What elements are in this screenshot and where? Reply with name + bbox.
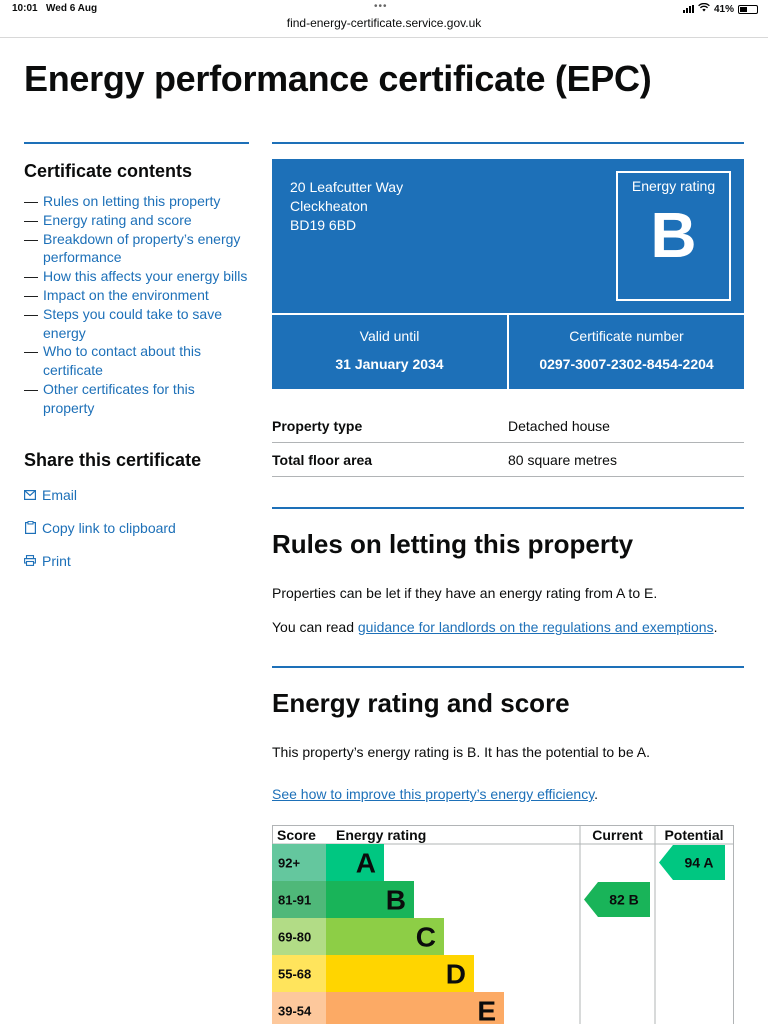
battery-percent: 41%	[713, 3, 734, 15]
current-rating-pointer-label: 82 B	[609, 891, 639, 908]
contents-item	[24, 286, 249, 305]
certificate-summary	[272, 159, 744, 313]
contents-item	[24, 230, 249, 268]
status-right	[683, 3, 758, 15]
score-label: 55-68	[278, 966, 312, 982]
score-label: 92+	[278, 855, 301, 871]
wifi-icon	[698, 3, 710, 15]
certificate-number-cell	[507, 315, 744, 389]
improve-paragraph	[272, 785, 744, 803]
contents-item	[24, 342, 249, 380]
clipboard-icon	[24, 522, 36, 534]
rating-band-letter: B	[385, 884, 406, 916]
current-header: Current	[592, 827, 643, 843]
share-email-label: Email	[42, 486, 78, 503]
contents-list	[24, 192, 249, 418]
rules-guidance-prefix: You can read	[272, 619, 358, 635]
share-print-link[interactable]	[24, 553, 249, 569]
epc-chart-svg	[272, 825, 734, 1024]
contents-link-steps[interactable]: Steps you could take to save energy	[43, 305, 222, 341]
score-header: Score	[277, 827, 316, 843]
dash: —	[24, 230, 38, 247]
contents-item	[24, 380, 249, 418]
improve-link-suffix: .	[594, 786, 599, 802]
share-copy-link[interactable]	[24, 520, 249, 536]
multitasking-dots-icon[interactable]: •••	[374, 1, 388, 12]
energy-rating-letter: B	[650, 199, 697, 271]
contents-link-other[interactable]: Other certificates for this property	[43, 380, 195, 416]
address-line: BD19 6BD	[290, 217, 357, 233]
energy-rating-paragraph: This property’s energy rating is B. It has the potential to be A.	[272, 744, 650, 760]
contents-link-rules[interactable]: Rules on letting this property	[43, 193, 221, 209]
rules-section	[272, 529, 744, 636]
share-print-label: Print	[42, 552, 71, 569]
rules-guidance-suffix: .	[713, 619, 718, 635]
contents-link-environment[interactable]: Impact on the environment	[43, 286, 209, 303]
score-label: 69-80	[278, 929, 312, 945]
energy-rating-header: Energy rating	[336, 827, 427, 843]
contents-item	[24, 305, 249, 343]
contents-item	[24, 192, 249, 211]
valid-until-cell	[272, 315, 507, 389]
rules-paragraph: Properties can be let if they have an energy rating from A to E.	[272, 585, 658, 601]
divider	[272, 142, 744, 144]
status-time: 10:01	[12, 3, 38, 14]
contents-item	[24, 267, 249, 286]
envelope-icon	[24, 489, 36, 501]
dash: —	[24, 193, 38, 209]
rating-band-letter: E	[477, 995, 496, 1024]
property-address	[290, 178, 403, 235]
share-section	[24, 450, 249, 569]
dash: —	[24, 305, 38, 322]
dash: —	[24, 268, 38, 285]
main-content	[272, 142, 744, 1024]
contents-link-rating[interactable]: Energy rating and score	[43, 211, 192, 228]
address-line: 20 Leafcutter Way	[290, 179, 404, 195]
potential-header: Potential	[664, 827, 724, 843]
energy-rating-heading: Energy rating and score	[272, 688, 570, 718]
contents-link-contact[interactable]: Who to contact about this certificate	[43, 343, 201, 379]
share-copy-label: Copy link to clipboard	[42, 519, 176, 536]
energy-rating-label: Energy rating	[631, 178, 716, 194]
improve-efficiency-link[interactable]: See how to improve this property’s energy efficiency	[272, 786, 595, 802]
summary-row	[272, 409, 744, 443]
dash: —	[24, 380, 38, 397]
divider	[272, 507, 744, 509]
dash: —	[24, 343, 38, 360]
score-label: 81-91	[278, 892, 312, 908]
landlord-guidance-link[interactable]: guidance for landlords on the regulations and exemptions	[357, 619, 714, 635]
valid-until-value: 31 January 2034	[335, 356, 444, 372]
cellular-signal-icon	[683, 5, 694, 13]
summary-row	[272, 443, 744, 477]
summary-key: Total floor area	[272, 451, 373, 468]
valid-until-label: Valid until	[359, 328, 420, 344]
status-date: Wed 6 Aug	[46, 3, 98, 14]
certificate-details	[272, 315, 744, 389]
energy-rating-section	[272, 688, 744, 1024]
summary-key: Property type	[272, 417, 363, 434]
share-heading: Share this certificate	[24, 449, 202, 470]
certificate-number-value: 0297-3007-2302-8454-2204	[539, 356, 714, 372]
summary-value: Detached house	[508, 417, 610, 434]
share-email-link[interactable]	[24, 487, 249, 503]
printer-icon	[24, 555, 36, 567]
dash: —	[24, 211, 38, 228]
address-bar[interactable]	[0, 16, 768, 38]
battery-icon	[738, 5, 758, 14]
epc-rating-chart	[272, 825, 734, 1024]
rules-heading: Rules on letting this property	[272, 529, 634, 559]
rules-guidance-paragraph	[272, 618, 744, 636]
rating-band-letter: C	[415, 921, 436, 953]
sidebar	[24, 142, 249, 586]
certificate-number-label: Certificate number	[569, 328, 684, 344]
rating-band-letter: A	[355, 847, 376, 879]
rating-band-letter: D	[445, 958, 466, 990]
summary-value: 80 square metres	[508, 451, 617, 468]
dash: —	[24, 286, 38, 303]
score-label: 39-54	[278, 1003, 312, 1019]
page-title: Energy performance certificate (EPC)	[24, 58, 652, 99]
energy-rating-box	[616, 171, 731, 301]
contents-item	[24, 211, 249, 230]
address-line: Cleckheaton	[290, 198, 368, 214]
contents-link-bills[interactable]: How this affects your energy bills	[43, 268, 248, 285]
contents-heading: Certificate contents	[24, 161, 193, 181]
property-summary-list	[272, 409, 744, 477]
potential-rating-pointer-label: 94 A	[684, 854, 714, 871]
url-text: find-energy-certificate.service.gov.uk	[286, 16, 482, 30]
contents-link-breakdown[interactable]: Breakdown of property’s energy performance	[43, 230, 241, 266]
divider	[272, 666, 744, 668]
